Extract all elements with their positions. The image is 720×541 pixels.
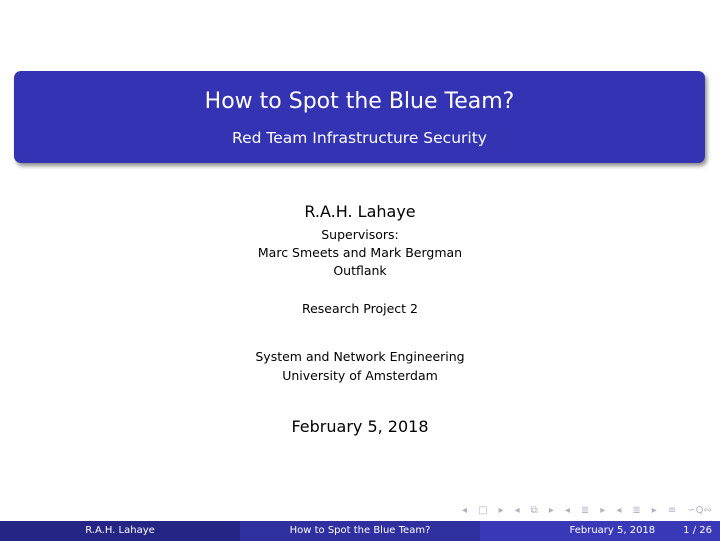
nav-search-icon[interactable]: ∽Q∾ xyxy=(687,505,712,516)
nav-next-part-icon[interactable]: ▸ xyxy=(651,505,657,516)
footer-page-number: 1 / 26 xyxy=(683,525,712,536)
nav-prev-section-icon[interactable]: ◂ xyxy=(564,505,570,516)
presentation-date: February 5, 2018 xyxy=(291,417,429,436)
nav-prev-part-icon[interactable]: ◂ xyxy=(616,505,622,516)
nav-subsection-icon[interactable]: ⧉ xyxy=(530,505,538,516)
supervisor-organization: Outflank xyxy=(333,263,387,278)
presentation-title: How to Spot the Blue Team? xyxy=(204,89,515,114)
footer-author: R.A.H. Lahaye xyxy=(0,521,240,541)
nav-part-icon[interactable]: ≣ xyxy=(632,505,641,516)
beamer-navigation-bar xyxy=(462,504,712,518)
nav-next-section-icon[interactable]: ▸ xyxy=(600,505,606,516)
nav-prev-frame-icon[interactable]: ◂ xyxy=(462,505,468,516)
nav-section-icon[interactable]: ≣ xyxy=(580,505,590,516)
project-name: Research Project 2 xyxy=(301,301,418,316)
nav-next-frame-icon[interactable]: ▸ xyxy=(498,505,504,516)
nav-frame-icon[interactable]: □ xyxy=(478,505,488,516)
footer-title: How to Spot the Blue Team? xyxy=(240,521,480,541)
footer-date: February 5, 2018 xyxy=(569,525,656,536)
supervisors-label: Supervisors: xyxy=(321,227,399,242)
footer-right xyxy=(480,521,720,541)
nav-align-icon[interactable]: ≡ xyxy=(667,505,677,516)
nav-next-subsection-icon[interactable]: ▸ xyxy=(548,505,554,516)
supervisors-names: Marc Smeets and Mark Bergman xyxy=(257,245,463,260)
presentation-subtitle: Red Team Infrastructure Security xyxy=(232,129,487,147)
author-name: R.A.H. Lahaye xyxy=(304,202,416,221)
institute-line-1: System and Network Engineering xyxy=(255,349,465,364)
footer-bar xyxy=(0,521,720,541)
nav-prev-subsection-icon[interactable]: ◂ xyxy=(514,505,520,516)
title-box xyxy=(14,71,705,163)
institute-line-2: University of Amsterdam xyxy=(282,368,438,383)
